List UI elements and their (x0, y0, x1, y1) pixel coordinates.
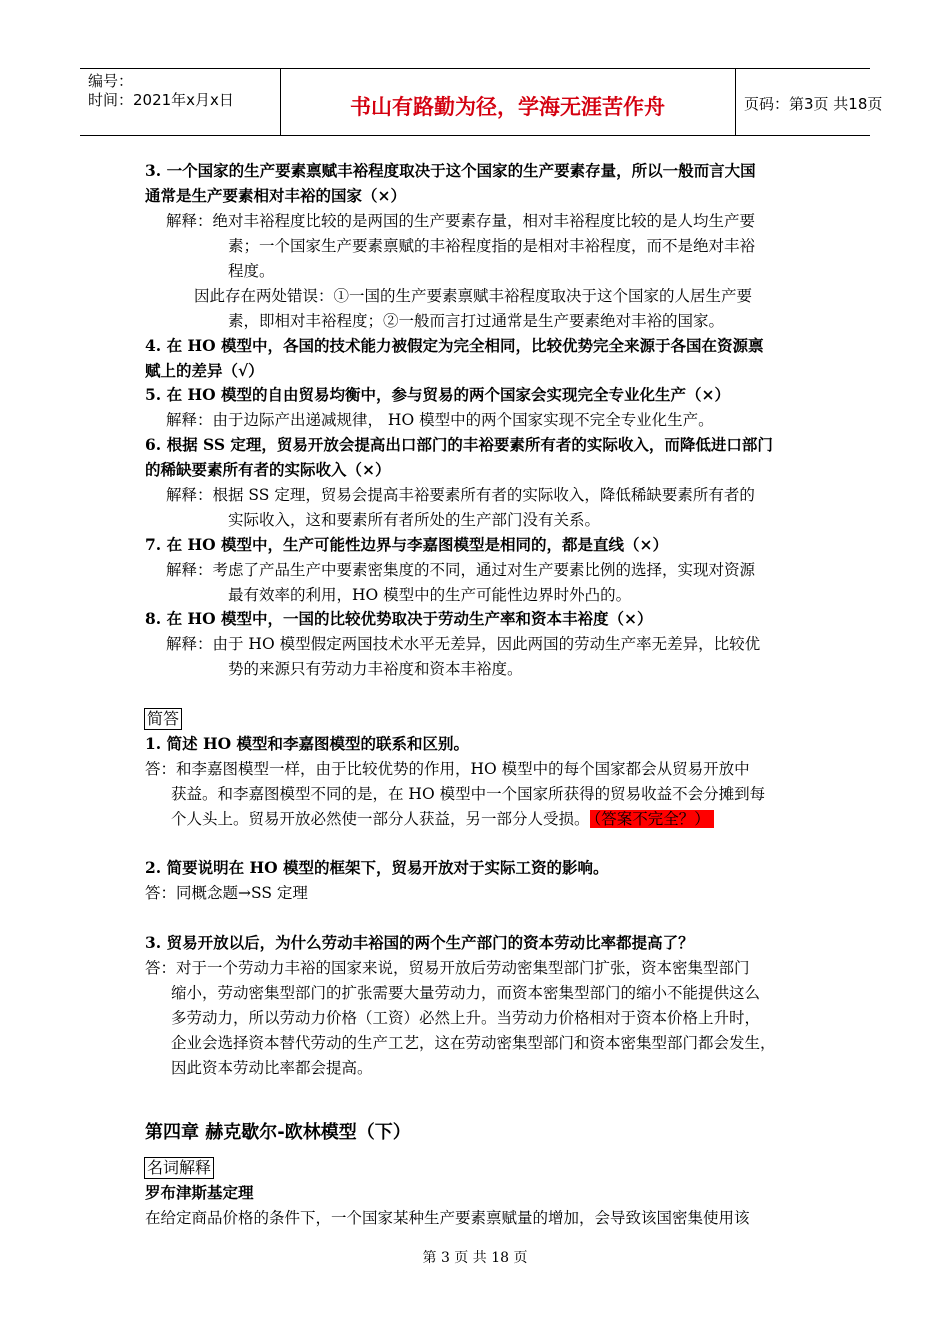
q7-explanation-line2: 最有效率的利用，HO 模型中的生产可能性边界时外凸的。 (228, 586, 632, 604)
s3-answer-line4: 企业会选择资本替代劳动的生产工艺，这在劳动密集型部门和资本密集型部门都会发生， (171, 1034, 776, 1052)
term-rybczynski-title: 罗布津斯基定理 (145, 1183, 254, 1202)
s1-question: 1. 简述 HO 模型和李嘉图模型的联系和区别。 (145, 734, 470, 753)
q3-explanation-line4: 因此存在两处错误：①一国的生产要素禀赋丰裕程度取决于这个国家的人居生产要 (194, 287, 753, 305)
s3-answer-line1: 答：对于一个劳动力丰裕的国家来说，贸易开放后劳动密集型部门扩张，资本密集型部门 (145, 959, 750, 977)
q6-explanation-line2: 实际收入，这和要素所有者所处的生产部门没有关系。 (228, 511, 601, 529)
q6-statement-line1: 6. 根据 SS 定理，贸易开放会提高出口部门的丰裕要素所有者的实际收入，而降低进口部门 (145, 435, 773, 454)
s2-answer-line1: 答：同概念题→SS 定理 (145, 884, 308, 902)
q8-explanation-line1: 解释：由于 HO 模型假定两国技术水平无差异，因此两国的劳动生产率无差异，比较优 (166, 635, 761, 653)
q3-explanation-line5: 素，即相对丰裕程度；②一般而言打过通常是生产要素绝对丰裕的国家。 (228, 312, 725, 330)
term-rybczynski-definition: 在给定商品价格的条件下，一个国家某种生产要素禀赋量的增加，会导致该国密集使用该 (145, 1209, 750, 1227)
page-header (80, 68, 883, 136)
q3-statement-line2: 通常是生产要素相对丰裕的国家（×） (145, 186, 406, 205)
header-motto-cell (280, 69, 736, 135)
q3-explanation-line3: 程度。 (228, 262, 275, 280)
q3-statement-line1: 3. 一个国家的生产要素禀赋丰裕程度取决于这个国家的生产要素存量，所以一般而言大国 (145, 161, 756, 180)
s1-answer-line3 (171, 809, 714, 829)
s3-question: 3. 贸易开放以后，为什么劳动丰裕国的两个生产部门的资本劳动比率都提高了？ (145, 933, 694, 952)
header-page-cell (736, 69, 883, 135)
q3-explanation-line2: 素；一个国家生产要素禀赋的丰裕程度指的是相对丰裕程度，而不是绝对丰裕 (228, 237, 756, 255)
q4-statement-line2: 赋上的差异（√） (145, 361, 264, 380)
section-terms-label: 名词解释 (144, 1157, 214, 1179)
q8-statement: 8. 在 HO 模型中，一国的比较优势取决于劳动生产率和资本丰裕度（×） (145, 609, 653, 628)
s3-answer-line5: 因此资本劳动比率都会提高。 (171, 1059, 373, 1077)
q6-explanation-line1: 解释：根据 SS 定理，贸易会提高丰裕要素所有者的实际收入，降低稀缺要素所有者的 (166, 486, 755, 504)
q3-explanation-line1: 解释：绝对丰裕程度比较的是两国的生产要素存量，相对丰裕程度比较的是人均生产要 (166, 212, 756, 230)
s3-answer-line2: 缩小，劳动密集型部门的扩张需要大量劳动力，而资本密集型部门的缩小不能提供这么 (171, 984, 761, 1002)
q5-statement: 5. 在 HO 模型的自由贸易均衡中，参与贸易的两个国家会实现完全专业化生产（×） (145, 385, 731, 404)
doc-time-label: 时间：2021年x月x日 (88, 91, 234, 109)
incomplete-answer-note: （答案不完全？） (590, 810, 714, 828)
header-motto: 书山有路勤为径，学海无涯苦作舟 (350, 95, 665, 119)
header-page-label: 页码：第3页 共18页 (744, 95, 883, 113)
s2-question: 2. 简要说明在 HO 模型的框架下，贸易开放对于实际工资的影响。 (145, 858, 609, 877)
q8-explanation-line2: 势的来源只有劳动力丰裕度和资本丰裕度。 (228, 660, 523, 678)
q6-statement-line2: 的稀缺要素所有者的实际收入（×） (145, 460, 391, 479)
header-meta-cell (80, 69, 281, 135)
page-footer: 第 3 页 共 18 页 (422, 1250, 528, 1266)
doc-number-label: 编号： (88, 72, 134, 90)
s1-answer-line3-text: 个人头上。贸易开放必然使一部分人获益，另一部分人受损。 (171, 810, 590, 828)
q4-statement-line1: 4. 在 HO 模型中，各国的技术能力被假定为完全相同，比较优势完全来源于各国在资源禀 (145, 336, 764, 355)
s1-answer-line1: 答：和李嘉图模型一样，由于比较优势的作用，HO 模型中的每个国家都会从贸易开放中 (145, 760, 750, 778)
chapter-heading: 第四章 赫克歇尔-欧林模型（下） (145, 1122, 411, 1143)
q7-explanation-line1: 解释：考虑了产品生产中要素密集度的不同，通过对生产要素比例的选择，实现对资源 (166, 561, 756, 579)
q7-statement: 7. 在 HO 模型中，生产可能性边界与李嘉图模型是相同的，都是直线（×） (145, 535, 669, 554)
q5-explanation: 解释：由于边际产出递减规律， HO 模型中的两个国家实现不完全专业化生产。 (166, 411, 714, 429)
s3-answer-line3: 多劳动力，所以劳动力价格（工资）必然上升。当劳动力价格相对于资本价格上升时， (171, 1009, 761, 1027)
section-short-answer-label: 简答 (144, 708, 182, 730)
s1-answer-line2: 获益。和李嘉图模型不同的是，在 HO 模型中一个国家所获得的贸易收益不会分摊到每 (171, 785, 766, 803)
